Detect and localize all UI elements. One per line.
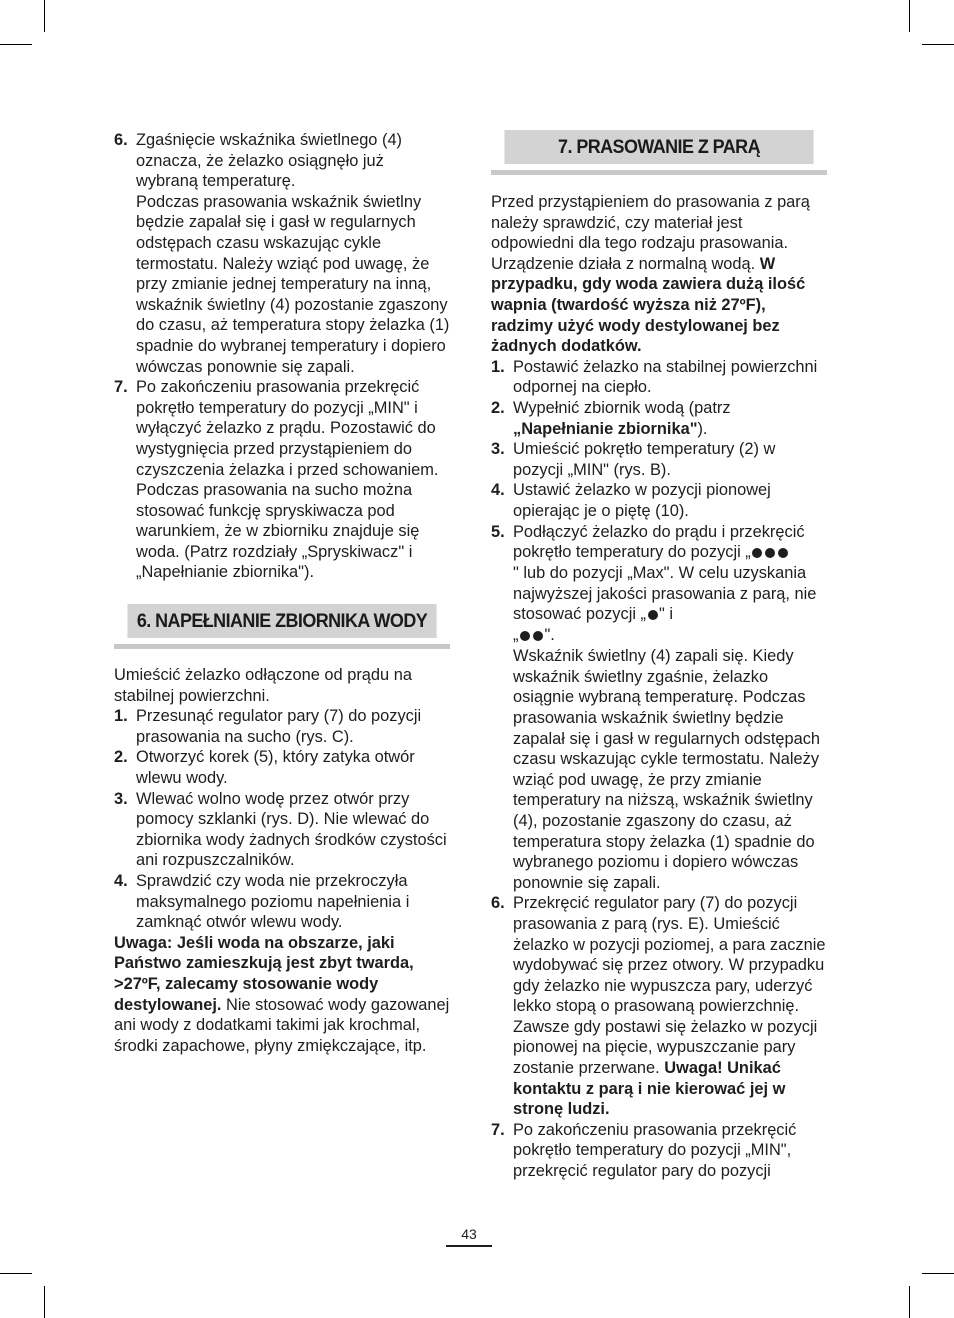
item-text xyxy=(513,522,827,647)
item-text-bold: „Napełnianie zbiornika" xyxy=(513,419,698,438)
section-header xyxy=(114,604,450,649)
item-number: 3. xyxy=(114,789,128,808)
list-item xyxy=(491,398,827,439)
item-number: 4. xyxy=(114,872,128,890)
item-text: Umieścić pokrętło temperatury (2) w pozycji „MIN" (rys. B). xyxy=(513,440,776,479)
three-dots-icon xyxy=(751,542,790,563)
item-text: Podczas prasowania na sucho można stosować funkcję spryskiwacza pod warunkiem, że w zbiorniku znajduje się woda. (Patrz rozdziały „Spryskiwacz" i „Napełnianie zbiornika"). xyxy=(136,481,420,582)
item-text: Przesunąć regulator pary (7) do pozycji prasowania na sucho (rys. C). xyxy=(136,707,422,746)
item-number: 6. xyxy=(114,131,128,149)
item-number: 7. xyxy=(491,1120,505,1139)
page-footer xyxy=(446,1226,492,1247)
section-intro xyxy=(491,192,827,357)
right-column xyxy=(491,130,827,1182)
section-header xyxy=(491,130,827,175)
one-dot-icon xyxy=(646,605,659,626)
section-rule xyxy=(114,644,450,649)
page-number-rule xyxy=(446,1245,492,1247)
note-paragraph xyxy=(114,933,450,1057)
crop-mark xyxy=(909,0,910,32)
item-text-part: Przekręcić regulator pary (7) do pozycji prasowania z parą (rys. E). Umieścić żelazko w pozycji poziomej, a para zacznie wydobywać się przez otwory. W przypadku gdy żelazko nie wypuszcza pary, uderzyć lekko stopą o prasowaną powierzchnię. Zawsze gdy postawi się żelazko w pozycji pionowej na pięcie, wypuszczanie pary zostanie przerwane. xyxy=(513,894,826,1078)
list-item xyxy=(491,439,827,480)
section-rule xyxy=(491,170,827,175)
section-title: 7. PRASOWANIE Z PARĄ xyxy=(504,130,813,164)
list-item xyxy=(114,789,450,871)
item-number: 1. xyxy=(114,707,128,726)
list-item xyxy=(491,522,827,894)
left-column xyxy=(114,130,450,1056)
item-text xyxy=(513,893,827,1120)
intro-bold: W przypadku, gdy woda zawiera dużą ilość wapnia (twardość wyższa niż 27ºF), radzimy użyć wody destylowanej bez żadnych dodatków. xyxy=(491,254,806,356)
list-item xyxy=(114,871,450,933)
page-number: 43 xyxy=(461,1226,477,1242)
item-number: 7. xyxy=(114,378,128,397)
crop-mark xyxy=(0,1273,32,1274)
item-text-part: ". xyxy=(544,626,555,645)
item-text: Sprawdzić czy woda nie przekroczyła maksymalnego poziomu napełnienia i zamknąć otwór wlewu wody. xyxy=(136,872,410,932)
crop-mark xyxy=(922,1273,954,1274)
section-title: 6. NAPEŁNIANIE ZBIORNIKA WODY xyxy=(127,604,436,638)
item-number: 4. xyxy=(491,481,505,500)
item-text-part: Podłączyć żelazko do prądu i przekręcić pokrętło temperatury do pozycji „ xyxy=(513,522,805,562)
list-item xyxy=(114,377,450,583)
item-text-part: " i xyxy=(659,605,674,624)
item-text: Otworzyć korek (5), który zatyka otwór wlewu wody. xyxy=(136,748,415,788)
item-text-part: „ xyxy=(513,626,519,645)
list-item xyxy=(114,747,450,788)
item-text-part: " lub do pozycji „Max". W celu uzyskania najwyższej jakości prasowania z parą, nie stosować pozycji „ xyxy=(513,564,817,624)
crop-mark xyxy=(922,44,954,45)
item-text: Ustawić żelazko w pozycji pionowej opierając je o piętę (10). xyxy=(513,481,771,520)
crop-mark xyxy=(909,1286,910,1318)
crop-mark xyxy=(0,44,32,45)
item-number: 6. xyxy=(491,894,505,913)
item-number: 3. xyxy=(491,440,505,459)
crop-mark xyxy=(44,0,45,32)
item-text-part: ). xyxy=(697,419,708,438)
note-bold: Uwaga: Jeśli woda na obszarze, jaki Państwo zamieszkują jest zbyt twarda, >27ºF, zalecamy stosowanie wody destylowanej. xyxy=(114,933,414,1014)
item-number: 1. xyxy=(491,357,505,376)
list-item xyxy=(491,893,827,1120)
list-item xyxy=(491,1120,827,1182)
two-dots-icon xyxy=(518,626,544,647)
item-text: Wlewać wolno wodę przez otwór przy pomocy szklanki (rys. D). Nie wlewać do zbiornika wody żadnych środków czystości ani rozpuszczalników. xyxy=(136,789,447,870)
item-number: 2. xyxy=(491,398,505,417)
item-text: Podczas prasowania wskaźnik świetlny będzie zapalał się i gasł w regularnych odstępach czasu wskazując cykle termostatu. Należy wziąć pod uwagę, że przy zmianie jednej temperatury na inną, wskaźnik świetlny (4) pozostanie zgaszony do czasu, aż temperatura stopy żelazka (1) spadnie do wybranej temperatury i dopiero wówczas ponownie się zapali. xyxy=(136,192,450,376)
item-number: 5. xyxy=(491,522,505,541)
list-item xyxy=(114,130,450,377)
list-item xyxy=(114,706,450,747)
item-text-bold: Uwaga! Unikać kontaktu z parą i nie kierować jej w stronę ludzi. xyxy=(513,1059,786,1119)
item-number: 2. xyxy=(114,748,128,767)
note-text: Nie stosować wody gazowanej ani wody z dodatkami takimi jak krochmal, środki zapachowe, płyny zmiękczające, itp. xyxy=(114,995,450,1055)
item-text: Wskaźnik świetlny (4) zapali się. Kiedy wskaźnik świetlny zgaśnie, żelazko osiągnie wybraną temperaturę. Podczas prasowania wskaźnik świetlny będzie zapalał się i gasł w regularnych odstępach czasu wskazując cykle termostatu. Należy wziąć pod uwagę, że przy zmianie temperatury na niższą, wskaźnik świetlny (4), pozostanie zgaszony do czasu, aż temperatura stopy żelazka (1) spadnie do wybranego poziomu i dopiero wówczas ponownie się zapali. xyxy=(513,647,821,892)
crop-mark xyxy=(44,1286,45,1318)
list-item xyxy=(491,357,827,398)
section-intro: Umieścić żelazko odłączone od prądu na stabilnej powierzchni. xyxy=(114,666,412,705)
list-item xyxy=(491,480,827,521)
item-text: Po zakończeniu prasowania przekręcić pokrętło temperatury do pozycji „MIN" i wyłączyć żelazko z prądu. Pozostawić do wystygnięcia przed przystąpieniem do czyszczenia żelazka i przed schowaniem. xyxy=(136,378,439,479)
item-text-part: Wypełnić zbiornik wodą (patrz xyxy=(513,398,731,417)
item-text: Postawić żelazko na stabilnej powierzchni odpornej na ciepło. xyxy=(513,357,818,397)
intro-text: Przed przystąpieniem do prasowania z parą należy sprawdzić, czy materiał jest odpowiedni dla tego rodzaju prasowania. Urządzenie działa z normalną wodą. xyxy=(491,193,810,273)
item-text: Po zakończeniu prasowania przekręcić pokrętło temperatury do pozycji „MIN", przekręcić regulator pary do pozycji xyxy=(513,1120,797,1181)
item-text xyxy=(513,398,827,439)
item-text: Zgaśnięcie wskaźnika świetlnego (4) oznacza, że żelazko osiągnęło już wybraną temperaturę. xyxy=(136,131,403,191)
